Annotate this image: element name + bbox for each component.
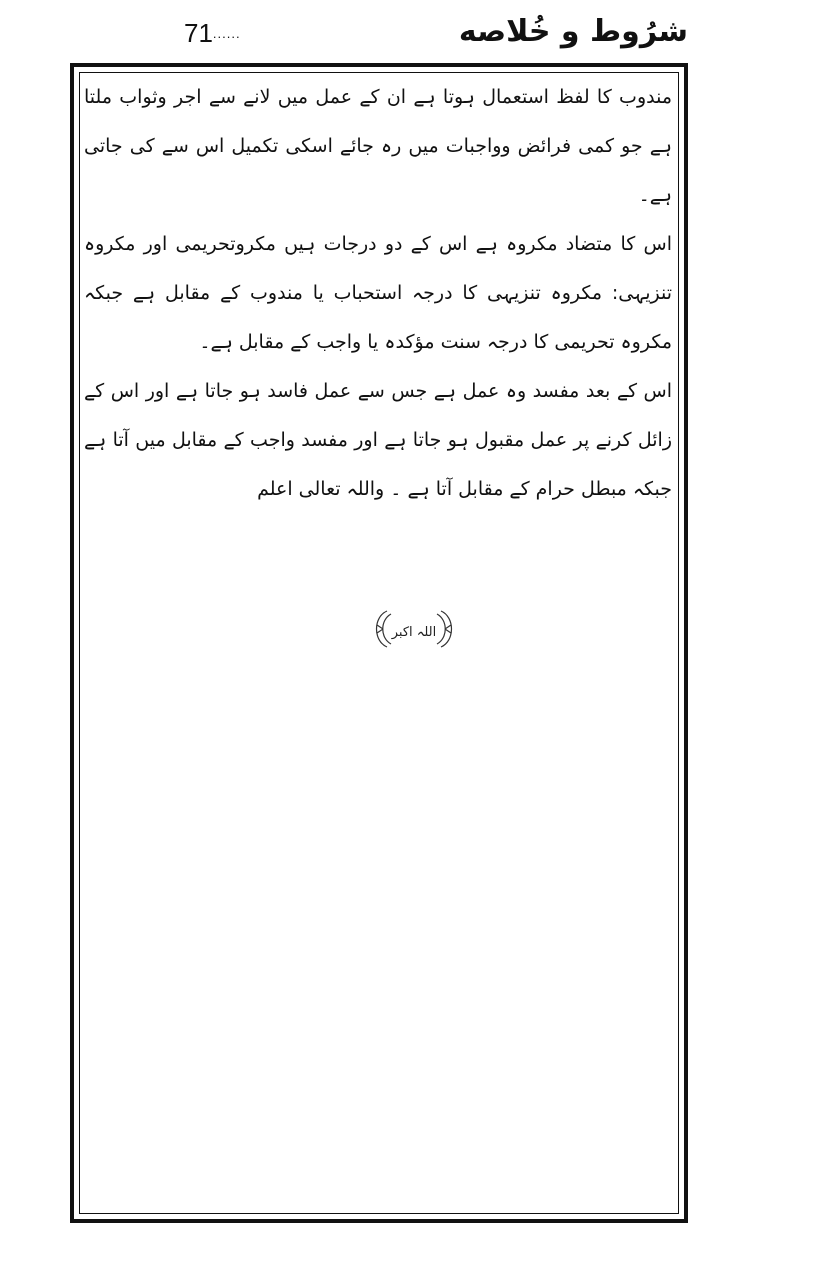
- page-number: [184, 18, 241, 49]
- page-header: [70, 14, 688, 58]
- page-border-frame: [70, 63, 688, 1223]
- allahu-akbar-ornament: [369, 607, 459, 651]
- paragraph-mandoob: مندوب کا لفظ استعمال ہوتا ہے ان کے عمل میں لانے سے اجر وثواب ملتا ہے جو کمی فرائض وواجبات میں رہ جائے اسکی تکمیل اس سے کی جاتی ہے۔: [84, 86, 672, 206]
- page-body: [84, 73, 672, 514]
- page-number-dots: ......: [212, 26, 241, 41]
- book-title: شرُوط و خُلاصه: [458, 14, 688, 49]
- page-number-value: 71: [184, 18, 213, 48]
- ornament-text: اللہ اکبر: [391, 625, 437, 640]
- paragraph-mufsid: اس کے بعد مفسد وہ عمل ہے جس سے عمل فاسد ہو جاتا ہے اور اس کے زائل کرنے پر عمل مقبول ہو جاتا ہے اور مفسد واجب کے مقابل میں آتا ہے جبکہ مبطل حرام کے مقابل آتا ہے ۔ واللہ تعالی اعلم: [84, 380, 672, 500]
- paragraph-makrooh: اس کا متضاد مکروہ ہے اس کے دو درجات ہیں مکروتحریمی اور مکروہ تنزیہی: مکروہ تنزیہی کا درجہ استحباب یا مندوب کے مقابل ہے جبکہ مکروہ تحریمی کا درجہ سنت مؤکدہ یا واجب کے مقابل ہے۔: [84, 233, 672, 353]
